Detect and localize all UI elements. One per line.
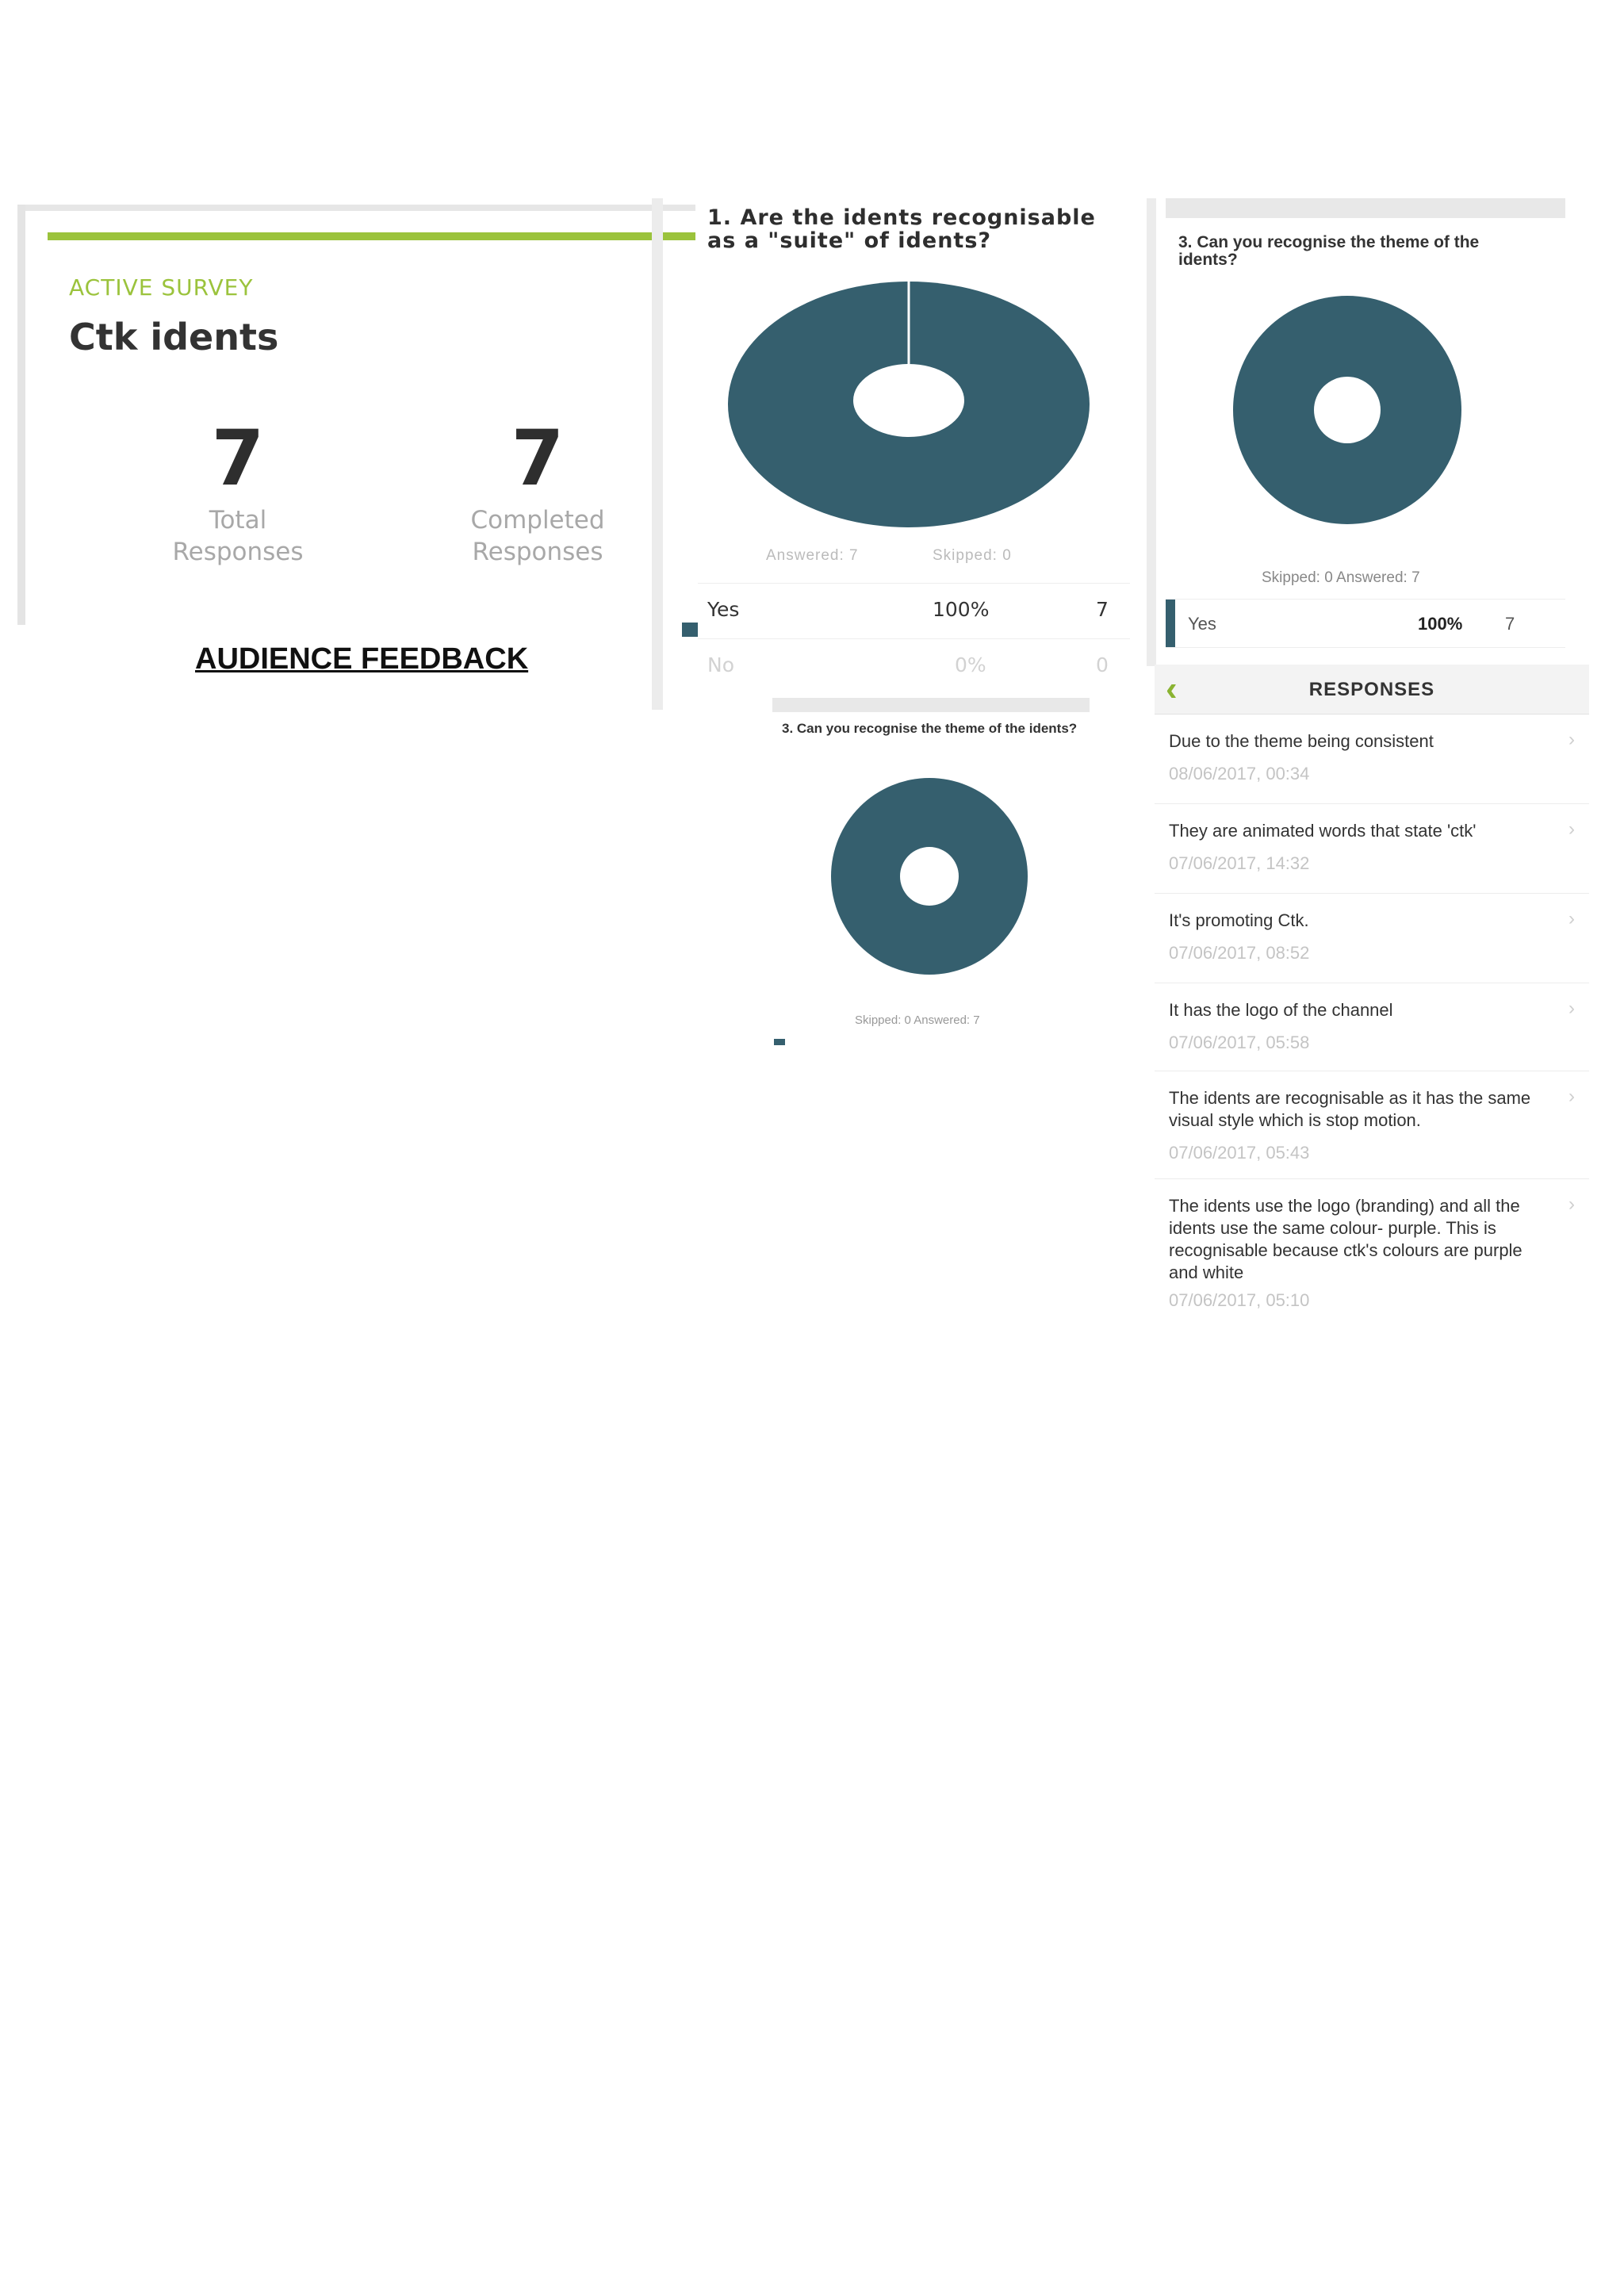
question-3-donut-chart bbox=[1232, 295, 1462, 525]
chevron-right-icon: › bbox=[1568, 818, 1575, 840]
response-text: The idents are recognisable as it has the same visual style which is stop motion. bbox=[1169, 1088, 1531, 1130]
panel-top-bar bbox=[1166, 198, 1565, 218]
answer-percent: 0% bbox=[955, 653, 986, 676]
total-responses-stat bbox=[119, 414, 357, 568]
response-timestamp: 08/06/2017, 00:34 bbox=[1169, 764, 1310, 784]
question-3-donut-chart bbox=[830, 777, 1028, 975]
panel-top-bar bbox=[772, 698, 1090, 712]
question-3-panel-secondary bbox=[764, 698, 1097, 1055]
chevron-left-icon[interactable]: ‹ bbox=[1166, 669, 1178, 708]
yes-color-swatch bbox=[774, 1039, 785, 1045]
survey-card[interactable] bbox=[17, 205, 695, 625]
survey-status-label: ACTIVE SURVEY bbox=[69, 274, 254, 301]
answer-label: Yes bbox=[1188, 614, 1216, 634]
chevron-right-icon: › bbox=[1568, 908, 1575, 929]
question-3-meta: Skipped: 0 Answered: 7 bbox=[1262, 569, 1420, 586]
response-timestamp: 07/06/2017, 14:32 bbox=[1169, 853, 1310, 873]
response-item[interactable] bbox=[1155, 1071, 1589, 1179]
chevron-right-icon: › bbox=[1568, 1086, 1575, 1107]
total-responses-count: 7 bbox=[211, 414, 265, 503]
question-3-title: 3. Can you recognise the theme of the idents? bbox=[782, 721, 1078, 736]
panel-divider bbox=[652, 198, 663, 710]
question-1-panel bbox=[698, 198, 1142, 710]
response-item[interactable] bbox=[1155, 983, 1589, 1071]
answer-percent: 100% bbox=[933, 598, 990, 621]
donut-hole bbox=[900, 847, 959, 906]
completed-responses-stat bbox=[419, 414, 657, 568]
donut-hole bbox=[853, 364, 964, 437]
answer-label: Yes bbox=[707, 598, 740, 621]
card-top-border bbox=[25, 205, 695, 211]
status-accent-bar bbox=[48, 232, 695, 240]
responses-header bbox=[1155, 665, 1589, 715]
chevron-right-icon: › bbox=[1568, 729, 1575, 750]
question-3-panel bbox=[1147, 198, 1591, 666]
response-text: It has the logo of the channel bbox=[1169, 1000, 1393, 1020]
answered-count: Answered: 7 bbox=[766, 547, 859, 564]
completed-responses-label: Completed Responses bbox=[470, 506, 605, 566]
response-text: They are animated words that state 'ctk' bbox=[1169, 821, 1477, 841]
responses-panel bbox=[1155, 665, 1589, 1323]
response-text: Due to the theme being consistent bbox=[1169, 731, 1434, 751]
response-item[interactable] bbox=[1155, 715, 1589, 804]
answer-count: 7 bbox=[1096, 598, 1109, 621]
skipped-count: Skipped: 0 bbox=[933, 547, 1012, 564]
response-timestamp: 07/06/2017, 05:10 bbox=[1169, 1290, 1310, 1310]
response-timestamp: 07/06/2017, 05:58 bbox=[1169, 1033, 1310, 1052]
page-heading: AUDIENCE FEEDBACK bbox=[195, 642, 529, 676]
answer-count: 7 bbox=[1505, 614, 1515, 634]
response-text: The idents use the logo (branding) and all the idents use the same colour- purple. This is recognisable because ctk's colours are purple and white bbox=[1169, 1196, 1522, 1282]
question-1-donut-chart bbox=[726, 278, 1091, 531]
response-timestamp: 07/06/2017, 08:52 bbox=[1169, 943, 1310, 963]
response-item[interactable] bbox=[1155, 1179, 1589, 1320]
donut-hole bbox=[1314, 377, 1381, 443]
chevron-right-icon: › bbox=[1568, 1193, 1575, 1215]
answer-percent: 100% bbox=[1418, 614, 1463, 634]
responses-title: RESPONSES bbox=[1308, 679, 1435, 700]
response-timestamp: 07/06/2017, 05:43 bbox=[1169, 1143, 1310, 1163]
question-3-meta: Skipped: 0 Answered: 7 bbox=[855, 1013, 980, 1027]
chevron-right-icon: › bbox=[1568, 998, 1575, 1019]
survey-title: Ctk idents bbox=[69, 316, 279, 358]
total-responses-label: Total Responses bbox=[172, 506, 304, 566]
answer-row-no[interactable] bbox=[698, 638, 1130, 688]
completed-responses-count: 7 bbox=[511, 414, 565, 503]
question-3-title: 3. Can you recognise the theme of the idents? bbox=[1178, 233, 1480, 269]
question-1-title: 1. Are the idents recognisable as a "suite" of idents? bbox=[707, 205, 1096, 253]
answer-row-yes[interactable] bbox=[1166, 599, 1565, 648]
yes-color-swatch bbox=[682, 623, 698, 637]
answer-count: 0 bbox=[1096, 653, 1109, 676]
yes-color-swatch bbox=[1166, 600, 1175, 647]
response-item[interactable] bbox=[1155, 894, 1589, 983]
response-item[interactable] bbox=[1155, 804, 1589, 894]
panel-divider bbox=[1147, 198, 1156, 666]
answer-row-yes[interactable] bbox=[698, 583, 1130, 633]
answer-label: No bbox=[707, 653, 734, 676]
response-text: It's promoting Ctk. bbox=[1169, 910, 1309, 930]
